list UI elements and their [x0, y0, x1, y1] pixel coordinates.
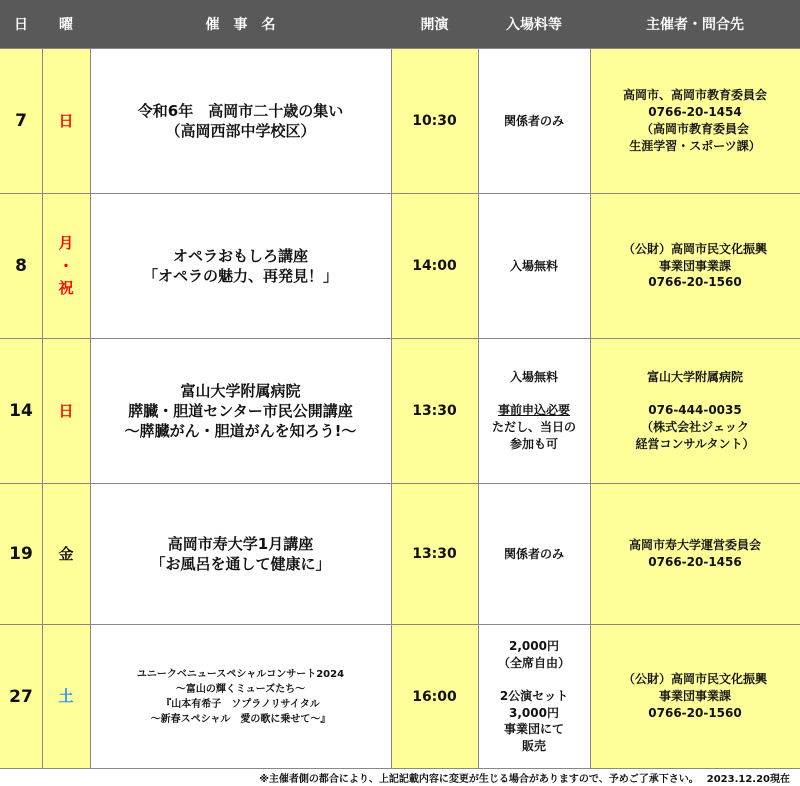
weekday-char: 月 [58, 234, 74, 253]
divider [590, 48, 591, 768]
header-fee: 入場料等 [478, 0, 590, 48]
divider [42, 48, 43, 768]
organizer-line: 事業団事業課 [658, 689, 731, 704]
divider [0, 624, 800, 625]
table-row-organizer [590, 484, 800, 624]
table-row-fee [478, 194, 590, 338]
organizer-line: （高岡市教育委員会 [640, 122, 749, 136]
organizer-line: （株式会社ジェック [641, 420, 749, 434]
table-row-organizer [590, 194, 800, 338]
table-row-day: 19 [0, 484, 42, 624]
table-row-day: 7 [0, 49, 42, 193]
organizer-line: （公財）高岡市民文化振興 [622, 241, 767, 256]
table-row-organizer [590, 49, 800, 193]
organizer-line: 生涯学習・スポーツ課） [629, 138, 761, 153]
table-row-weekday [42, 625, 90, 768]
fee-line: ただし、当日の [491, 420, 576, 434]
fee-line: 入場無料 [509, 258, 558, 273]
organizer-line: 事業団事業課 [658, 258, 731, 273]
divider [0, 768, 800, 769]
title-line: （高岡西部中学校区） [165, 122, 316, 140]
title-line: 膵臓・胆道センター市民公開講座 [128, 401, 353, 420]
organizer-line: 高岡市、高岡市教育委員会 [622, 88, 767, 103]
fee-line: 関係者のみ [503, 113, 564, 128]
table-row-time: 16:00 [391, 625, 478, 768]
footer-note-text: ※主催者側の都合により、上記記載内容に変更が生じる場合がありますので、予めご了承下さい。 [259, 774, 699, 785]
table-row-organizer [590, 625, 800, 768]
table-row-fee [478, 484, 590, 624]
table-row-title [90, 49, 391, 193]
fee-line: 関係者のみ [503, 546, 564, 561]
title-line: 『山本有希子 ソプラノリサイタル [161, 698, 320, 710]
table-row-day: 27 [0, 625, 42, 768]
title-line: 「オペラの魅力、再発見！」 [142, 267, 338, 285]
table-row-weekday [42, 484, 90, 624]
weekday-char: 土 [58, 687, 74, 706]
weekday-char: 日 [58, 401, 74, 420]
divider [391, 48, 392, 768]
fee-line: （全席自由） [497, 655, 570, 670]
organizer-line: 0766-20-1454 [648, 105, 742, 120]
table-row-day: 14 [0, 339, 42, 483]
title-line: 令和6年 高岡市二十歳の集い [137, 101, 344, 120]
title-line: 富山大学附属病院 [180, 381, 301, 400]
organizer-line: （公財）高岡市民文化振興 [622, 672, 767, 687]
footer-note [0, 770, 790, 785]
fee-line: 3,000円 [509, 705, 559, 720]
fee-line: 参加も可 [509, 436, 558, 451]
table-row-title [90, 625, 391, 768]
title-line: ～富山の輝くミューズたち～ [175, 683, 306, 695]
table-row-weekday [42, 339, 90, 483]
organizer-line: 富山大学附属病院 [646, 370, 743, 385]
divider [0, 48, 800, 49]
table-row-day: 8 [0, 194, 42, 338]
divider [90, 48, 91, 768]
table-row-organizer [590, 339, 800, 483]
weekday-char: 日 [58, 111, 74, 130]
fee-line: 事前申込必要 [497, 403, 570, 418]
footer-date: 2023.12.20現在 [706, 774, 790, 785]
header-event-name: 催 事 名 [90, 0, 391, 48]
fee-line: 事業団にて [503, 722, 564, 737]
organizer-line: 経営コンサルタント） [635, 436, 755, 451]
table-row-title [90, 339, 391, 483]
title-line: ～膵臓がん・胆道がんを知ろう!～ [124, 422, 357, 441]
weekday-char: 祝 [58, 279, 74, 298]
weekday-char: ・ [58, 256, 74, 275]
fee-line: 販売 [521, 739, 546, 754]
organizer-line: 076-444-0035 [648, 403, 742, 418]
fee-line: 入場無料 [509, 370, 558, 385]
table-row-title [90, 484, 391, 624]
table-row-title [90, 194, 391, 338]
divider [0, 338, 800, 339]
table-row-fee [478, 625, 590, 768]
title-line: 「お風呂を通して健康に」 [150, 555, 331, 573]
table-row-weekday [42, 49, 90, 193]
table-row-fee [478, 49, 590, 193]
header-day: 日 [0, 0, 42, 48]
organizer-line: 0766-20-1560 [648, 275, 742, 290]
title-line: ユニークベニュースペシャルコンサート2024 [136, 668, 345, 680]
table-row-time: 13:30 [391, 339, 478, 483]
fee-line: 2,000円 [509, 639, 559, 654]
title-line: オペラおもしろ講座 [172, 246, 308, 265]
organizer-line: 0766-20-1560 [648, 705, 742, 720]
divider [0, 483, 800, 484]
table-row-weekday [42, 194, 90, 338]
table-row-time: 14:00 [391, 194, 478, 338]
divider [478, 48, 479, 768]
divider [0, 193, 800, 194]
organizer-line: 高岡市寿大学運営委員会 [628, 538, 761, 553]
weekday-char: 金 [58, 544, 74, 563]
table-row-time: 13:30 [391, 484, 478, 624]
header-weekday: 曜 [42, 0, 90, 48]
title-line: 高岡市寿大学1月講座 [167, 534, 314, 553]
header-organizer: 主催者・問合先 [590, 0, 800, 48]
fee-line: 2公演セット [499, 688, 569, 703]
header-start-time: 開演 [391, 0, 478, 48]
title-line: ～新春スペシャル 愛の歌に乗せて～』 [150, 713, 331, 725]
table-row-fee [478, 339, 590, 483]
organizer-line: 0766-20-1456 [648, 555, 742, 569]
table-row-time: 10:30 [391, 49, 478, 193]
